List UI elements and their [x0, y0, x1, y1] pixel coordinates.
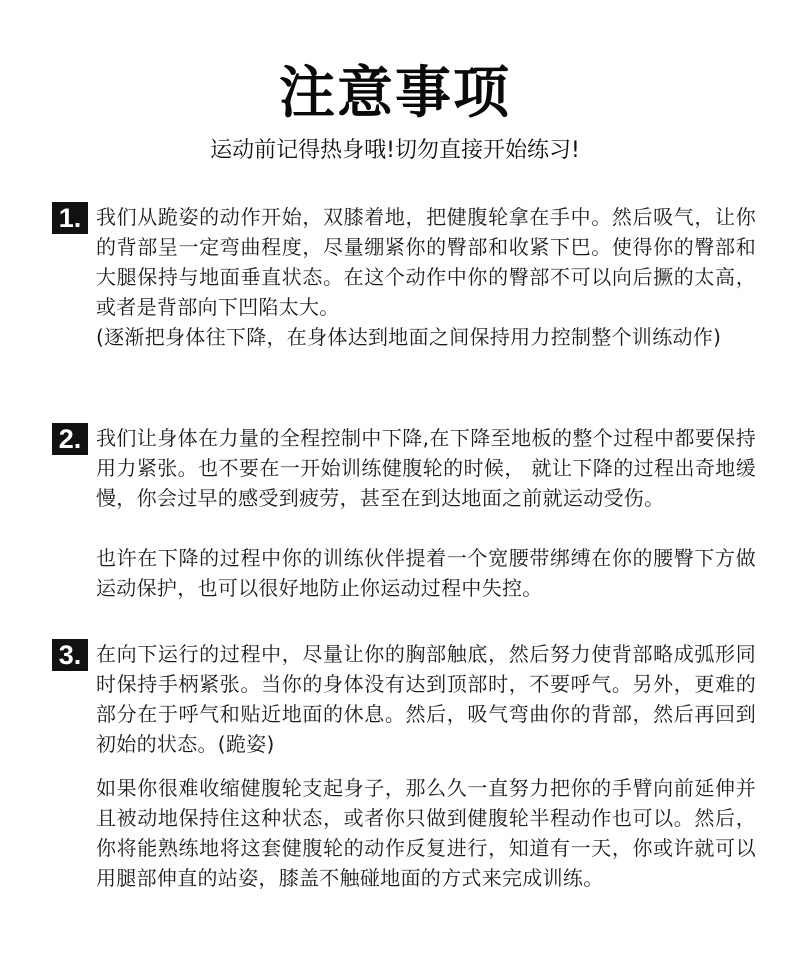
- page-subtitle: 运动前记得热身哦!切勿直接开始练习!: [210, 138, 580, 163]
- item-number-badge: 1.: [52, 202, 88, 234]
- item-3-paragraph-1: 在向下运行的过程中，尽量让你的胸部触底，然后努力使背部略成弧形同时保持手柄紧张。当你的身体没有达到顶部时，不要呼气。另外，更难的部分在于呼气和贴近地面的休息。然后，吸气弯曲你的背部，然后再回到初始的状态。(跪姿): [96, 642, 756, 756]
- item-1-paragraph-2: (逐渐把身体往下降，在身体达到地面之间保持用力控制整个训练动作): [96, 325, 722, 349]
- item-number-badge: 3.: [52, 639, 88, 671]
- item-1-paragraph-1: 我们从跪姿的动作开始，双膝着地，把健腹轮拿在手中。然后吸气，让你的背部呈一定弯曲程度，尽量绷紧你的臀部和收紧下巴。使得你的臀部和大腿保持与地面垂直状态。在这个动作中你的臀部不可以向后撅的太高，或者是背部向下凹陷太大。: [96, 205, 756, 319]
- item-number-badge: 2.: [52, 423, 88, 455]
- closing-paragraph: 如果你很难收缩健腹轮支起身子，那么久一直努力把你的手臂向前延伸并且被动地保持住这种状态，或者你只做到健腹轮半程动作也可以。然后，你将能熟练地将这套健腹轮的动作反复进行，知道有一天，你或许就可以用腿部伸直的站姿，膝盖不触碰地面的方式来完成训练。: [96, 776, 756, 890]
- item-2-paragraph-2: 也许在下降的过程中你的训练伙伴提着一个宽腰带绑缚在你的腰臀下方做运动保护，也可以很好地防止你运动过程中失控。: [96, 546, 756, 600]
- item-2-paragraph-1: 我们让身体在力量的全程控制中下降,在下降至地板的整个过程中都要保持用力紧张。也不要在一开始训练健腹轮的时候， 就让下降的过程出奇地缓慢，你会过早的感受到疲劳，甚至在到达地面之前就运动受伤。: [96, 426, 756, 510]
- page-title: 注意事项: [279, 61, 511, 126]
